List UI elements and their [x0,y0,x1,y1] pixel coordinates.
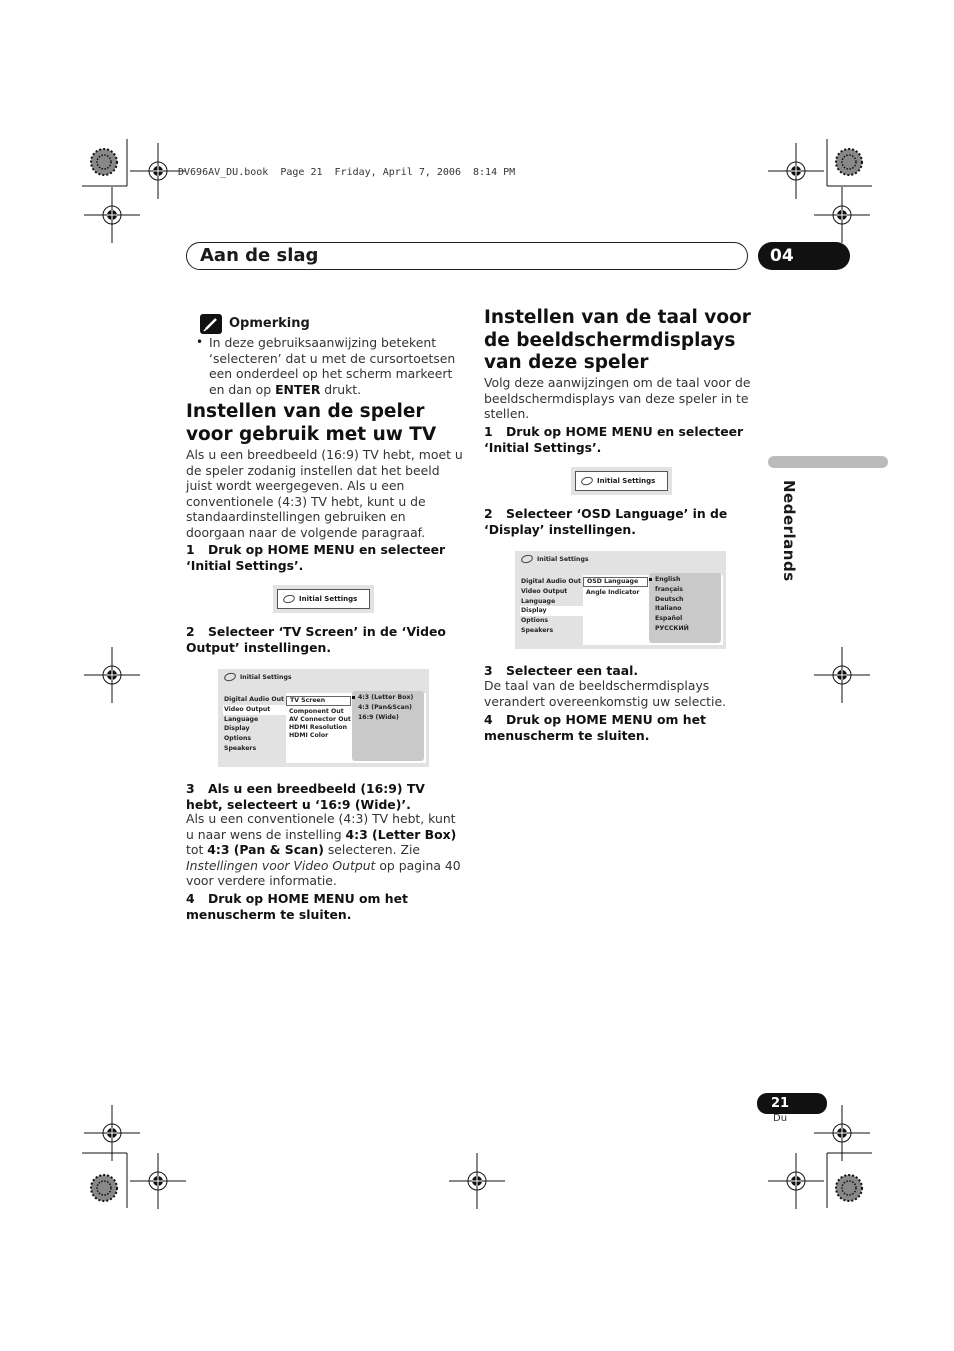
text-part: tot [186,842,208,857]
menu-categories [223,695,287,754]
step-number: 1 [484,424,493,439]
chapter-number: 04 [758,242,850,270]
disc-icon [580,476,594,487]
step-number: 3 [186,781,195,796]
menu-option: 4:3 (Pan&Scan) [358,703,412,711]
menu-option-current: English [649,575,721,585]
menu-option-current: 4:3 (Letter Box) [352,693,424,703]
menu-category: Options [521,617,549,625]
menu-category: Language [521,597,556,605]
chapter-title: Aan de slag [200,245,319,266]
text-italic: Instellingen voor Video Output [186,857,376,873]
right-step-3 [484,663,760,679]
step-text: Selecteer een taal. [506,663,639,678]
menu-option: РУССКИЙ [655,624,689,632]
left-heading: Instellen van de speler voor gebruik met uw TV [186,401,437,445]
left-step-2 [186,624,462,655]
note-text-part: In deze gebruiksaanwijzing betekent ‘selecteren’ dat u met de cursortoetsen een onderdeel op het scherm markeert en dan op [209,335,456,397]
note-text-bold: ENTER [275,381,321,397]
menu-category: Display [224,725,250,733]
step-number: 2 [186,624,195,639]
menu-category: Digital Audio Out [521,578,581,585]
disc-icon [520,554,534,565]
text-bold: 4:3 (Letter Box) [345,826,457,842]
initial-settings-label: Initial Settings [299,595,358,603]
menu-item: AV Connector Out [289,716,351,723]
left-step-4 [186,891,462,922]
step-text: Druk op HOME MENU en selecteer ‘Initial Settings’. [186,542,446,573]
menu-option: français [655,585,683,593]
left-intro: Als u een breedbeeld (16:9) TV hebt, moet u de speler zodanig instellen dat het beeld juist wordt weergegeven. Als u een conventionele (4:3) TV hebt, kunt u de standaardinstellingen gebruiken en doorgaan naar de volgende paragraaf. [186,447,463,540]
menu-screen-tv [218,669,429,767]
menu-option: Español [655,615,683,623]
menu-title-label: Initial Settings [240,673,292,681]
menu-category: Digital Audio Out [224,696,284,703]
menu-title-label: Initial Settings [537,555,589,563]
text-part: selecteren. Zie [323,842,421,857]
page-language-code: Du [773,1113,788,1124]
menu-options-panel [352,691,424,761]
menu-category-selected: Display [520,606,584,616]
note-text-part: drukt. [320,381,362,397]
text-bold: 4:3 (Pan & Scan) [207,842,324,857]
menu-category-selected: Video Output [223,705,287,715]
side-language-label: Nederlands [780,480,798,582]
page-number: 21 [757,1093,827,1114]
initial-settings-screen-right [571,467,672,495]
step-text: Selecteer ‘TV Screen’ in de ‘Video Output’ instellingen. [186,624,446,655]
menu-title [224,673,292,681]
note-title: Opmerking [229,316,310,331]
note-text [209,335,461,397]
side-tab-bar [768,456,888,468]
menu-categories [520,577,584,636]
step-text: Druk op HOME MENU en selecteer ‘Initial Settings’. [484,424,744,455]
right-step-4 [484,712,760,743]
disc-icon [223,672,237,683]
step-text: Druk op HOME MENU om het menuscherm te sluiten. [484,712,706,743]
menu-category: Language [224,715,259,723]
menu-title [521,555,589,563]
menu-category: Speakers [521,626,554,634]
step-number: 3 [484,663,493,678]
menu-category: Speakers [224,744,257,752]
menu-option: Italiano [655,605,682,613]
right-intro: Volg deze aanwijzingen om de taal voor de beeldschermdisplays van deze speler in te stellen. [484,375,751,421]
step-text: Als u een breedbeeld (16:9) TV hebt, selecteert u ‘16:9 (Wide)’. [186,781,425,812]
left-step-1 [186,542,462,573]
pencil-icon [200,314,222,334]
note-icon [200,314,222,334]
note-bullet: • [196,335,204,349]
initial-settings-label: Initial Settings [597,477,656,485]
menu-item: HDMI Color [289,732,329,739]
left-step-3-text [186,811,464,889]
step-text: Druk op HOME MENU om het menuscherm te sluiten. [186,891,408,922]
menu-item: HDMI Resolution [289,724,348,731]
print-header: DV696AV_DU.book Page 21 Friday, April 7, 2006 8:14 PM [178,167,516,178]
initial-settings-screen-left [273,585,374,613]
menu-screen-osd [515,551,726,649]
step-text: Selecteer ‘OSD Language’ in de ‘Display’ instellingen. [484,506,728,537]
step-number: 2 [484,506,493,521]
left-step-3 [186,781,462,812]
right-heading: Instellen van de taal voor de beeldschermdisplays van deze speler [484,307,751,373]
menu-options-panel [649,573,721,643]
text-part: op pagina 40 voor verdere informatie. [186,857,461,888]
step-number: 4 [484,712,493,727]
menu-item: Component Out [289,708,344,715]
right-step-1 [484,424,760,455]
menu-item: Angle Indicator [586,589,640,596]
step-number: 1 [186,542,195,557]
step-number: 4 [186,891,195,906]
right-step-3-text: De taal van de beeldschermdisplays verandert overeenkomstig uw selectie. [484,678,727,709]
menu-item-selected: TV Screen [286,696,351,706]
initial-settings-button [575,471,668,491]
right-step-2 [484,506,760,537]
menu-option: 16:9 (Wide) [358,713,399,721]
initial-settings-button [277,589,370,609]
menu-item-selected: OSD Language [583,577,648,587]
text-part: Als u een conventionele (4:3) TV hebt, kunt u naar wens de instelling [186,811,456,842]
menu-category: Options [224,735,252,743]
menu-option: Deutsch [655,595,684,603]
menu-category: Video Output [521,587,568,595]
disc-icon [282,594,296,605]
